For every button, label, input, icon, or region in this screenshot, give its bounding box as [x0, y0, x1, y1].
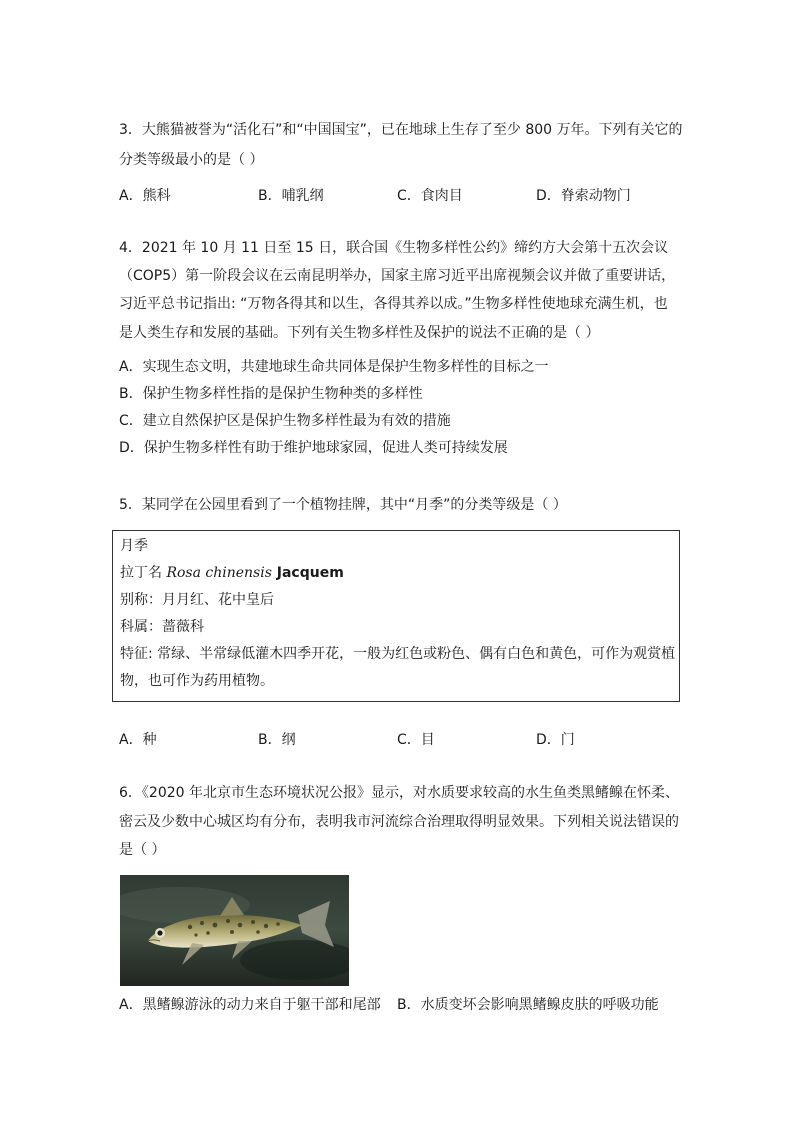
sign-alias: 别称：月月红、花中皇后 [120, 592, 274, 608]
q4-option-c: C．建立自然保护区是保护生物多样性最为有效的措施 [119, 413, 451, 429]
q6-stem-line2: 密云及少数中心城区均有分布，表明我市河流综合治理取得明显效果。下列相关说法错误的 [119, 814, 679, 830]
q4-stem-line3: 习近平总书记指出: “万物各得其和以生，各得其养以成。”生物多样性使地球充满生机，也 [119, 296, 668, 312]
sign-plant-name: 月季 [120, 538, 148, 554]
q4-stem-line2: （COP5）第一阶段会议在云南昆明举办，国家主席习近平出席视频会议并做了重要讲话， [119, 268, 676, 284]
q4-option-a: A．实现生态文明，共建地球生命共同体是保护生物多样性的目标之一 [119, 359, 549, 375]
q5-option-c: C．目 [397, 732, 435, 748]
q4-stem-line4: 是人类生存和发展的基础。下列有关生物多样性及保护的说法不正确的是（ ） [119, 325, 600, 341]
sign-latin-name: Rosa chinensis [166, 565, 272, 581]
q4-option-d: D．保护生物多样性有助于维护地球家园，促进人类可持续发展 [119, 440, 508, 456]
q4-option-b: B．保护生物多样性指的是保护生物种类的多样性 [119, 386, 423, 402]
q3-option-d: D．脊索动物门 [536, 188, 631, 204]
q4-stem-line1: 4．2021 年 10 月 11 日至 15 日，联合国《生物多样性公约》缔约方大会第十五次会议 [119, 240, 669, 256]
sign-family: 科属：蔷薇科 [120, 619, 204, 635]
sign-latin-author: Jacquem [271, 565, 344, 581]
q6-option-a: A．黑鳍鳈游泳的动力来自于躯干部和尾部 [119, 997, 381, 1013]
q6-stem-line1: 6．《2020 年北京市生态环境状况公报》显示，对水质要求较高的水生鱼类黑鳍鳈在怀柔、 [119, 785, 679, 801]
q3-option-b: B．哺乳纲 [258, 188, 324, 204]
q3-option-c: C．食肉目 [397, 188, 463, 204]
sign-latin-prefix: 拉丁名 [120, 565, 167, 581]
q5-stem: 5．某同学在公园里看到了一个植物挂牌，其中“月季”的分类等级是（ ） [119, 497, 567, 513]
q5-option-d: D．门 [536, 732, 575, 748]
sign-latin-name-row [120, 563, 344, 583]
fish-photo [120, 875, 349, 986]
sign-feature-line2: 物，也可作为药用植物。 [120, 673, 274, 689]
q3-stem-line2: 分类等级最小的是（ ） [119, 152, 264, 168]
plant-sign-box [112, 530, 680, 702]
q3-stem-line1: 3．大熊猫被誉为“活化石”和“中国国宝”，已在地球上生存了至少 800 万年。下列有关它的 [119, 122, 683, 138]
q5-option-a: A．种 [119, 732, 157, 748]
q6-stem-line3: 是（ ） [119, 842, 166, 858]
q6-option-b: B．水质变坏会影响黑鳍鳈皮肤的呼吸功能 [397, 997, 659, 1013]
q3-option-a: A．熊科 [119, 188, 171, 204]
q5-option-b: B．纲 [258, 732, 296, 748]
sign-feature-line1: 特征: 常绿、半常绿低灌木四季开花，一般为红色或粉色、偶有白色和黄色，可作为观赏植 [120, 646, 676, 662]
